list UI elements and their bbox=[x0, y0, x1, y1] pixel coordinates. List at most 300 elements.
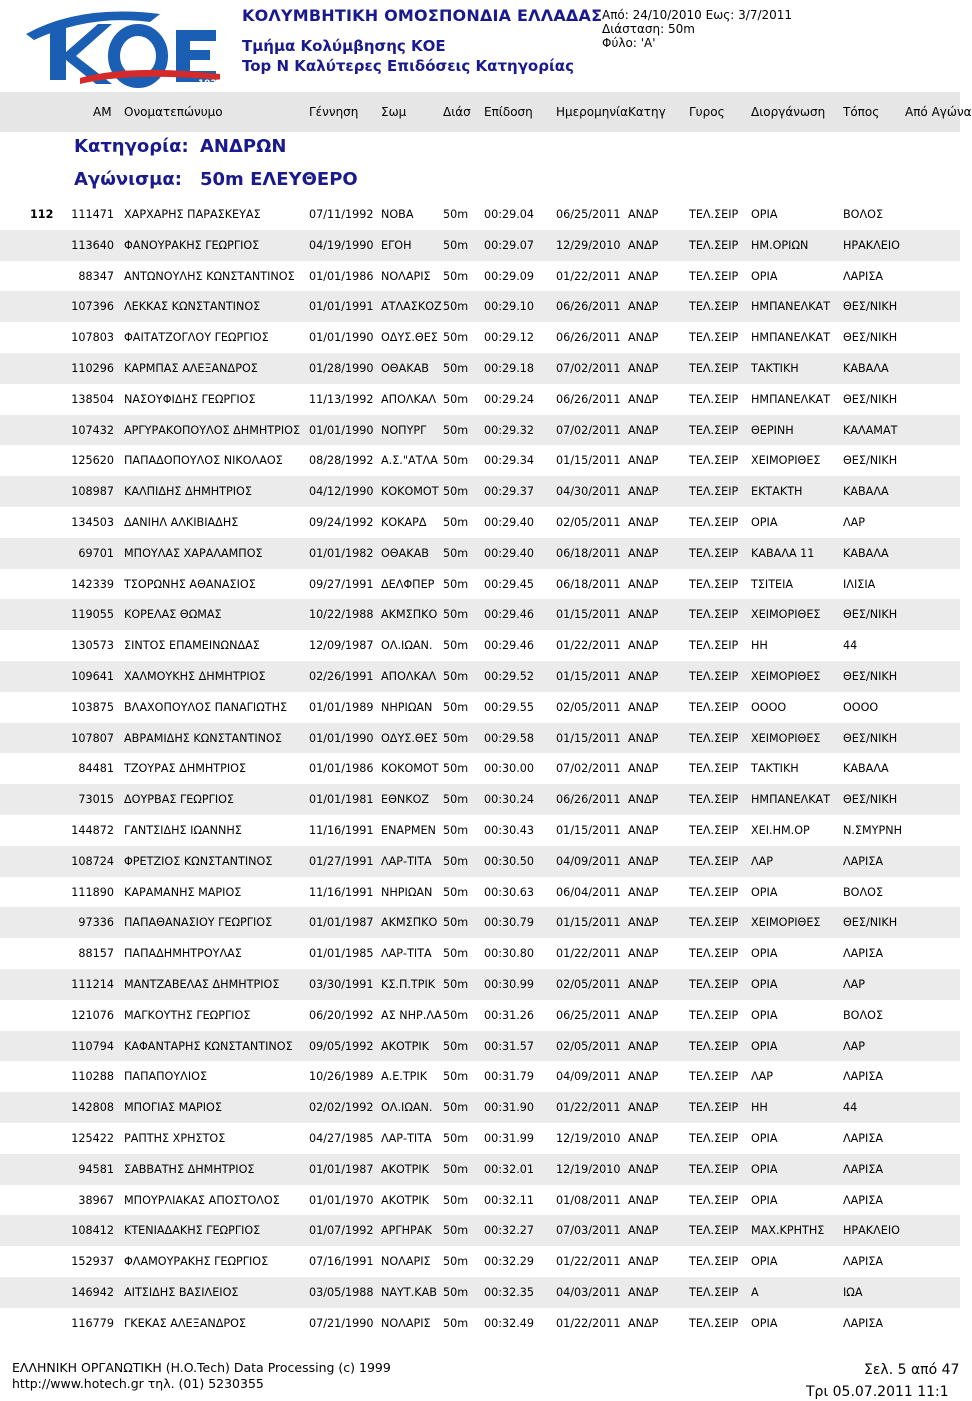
cell-competition: ΧΕΙΜΟΡΙΘΕΣ bbox=[751, 916, 821, 930]
cell-birth-date: 12/09/1987 bbox=[309, 639, 374, 653]
footer-contact: http://www.hotech.gr τηλ. (01) 5230355 bbox=[12, 1376, 264, 1391]
cell-am: 103875 bbox=[71, 700, 114, 714]
cell-category: ΑΝΔΡ bbox=[628, 485, 659, 499]
cell-time: 00:30.63 bbox=[484, 885, 535, 899]
cell-round: ΤΕΛ.ΣΕΙΡ bbox=[689, 1101, 739, 1115]
koe-logo bbox=[20, 4, 240, 88]
cell-time: 00:29.58 bbox=[484, 731, 535, 745]
cell-athlete-name: ΜΑΓΚΟΥΤΗΣ ΓΕΩΡΓΙΟΣ bbox=[124, 1008, 251, 1022]
cell-competition: ΗΗ bbox=[751, 639, 768, 653]
cell-athlete-name: ΠΑΠΑΔΗΜΗΤΡΟΥΛΑΣ bbox=[124, 947, 242, 961]
table-row bbox=[0, 1000, 960, 1031]
cell-venue: ΚΑΒΑΛΑ bbox=[843, 485, 889, 499]
cell-athlete-name: ΑΒΡΑΜΙΔΗΣ ΚΩΝΣΤΑΝΤΙΝΟΣ bbox=[124, 731, 282, 745]
cell-time: 00:29.40 bbox=[484, 515, 535, 529]
federation-title: ΚΟΛΥΜΒΗΤΙΚΗ ΟΜΟΣΠΟΝΔΙΑ ΕΛΛΑΔΑΣ bbox=[242, 6, 603, 25]
cell-date: 06/04/2011 bbox=[556, 885, 621, 899]
cell-date: 01/15/2011 bbox=[556, 916, 621, 930]
cell-venue: ΛΑΡ bbox=[843, 1039, 866, 1053]
cell-date: 06/18/2011 bbox=[556, 546, 621, 560]
cell-birth-date: 04/27/1985 bbox=[309, 1131, 374, 1145]
cell-venue: ΛΑΡΙΣΑ bbox=[843, 1255, 884, 1269]
cell-club: ΛΑΡ-ΤΙΤΑ bbox=[381, 947, 432, 961]
table-row bbox=[0, 692, 960, 723]
cell-time: 00:31.99 bbox=[484, 1131, 535, 1145]
table-row bbox=[0, 353, 960, 384]
cell-athlete-name: ΡΑΠΤΗΣ ΧΡΗΣΤΟΣ bbox=[124, 1131, 226, 1145]
cell-birth-date: 10/26/1989 bbox=[309, 1070, 374, 1084]
cell-athlete-name: ΚΑΦΑΝΤΑΡΗΣ ΚΩΝΣΤΑΝΤΙΝΟΣ bbox=[124, 1039, 293, 1053]
cell-athlete-name: ΜΠΟΓΙΑΣ ΜΑΡΙΟΣ bbox=[124, 1101, 222, 1115]
cell-club: ΚΣ.Π.ΤΡΙΚ bbox=[381, 977, 436, 991]
cell-round: ΤΕΛ.ΣΕΙΡ bbox=[689, 1070, 739, 1084]
event-line bbox=[74, 169, 358, 190]
cell-club: ΛΑΡ-ΤΙΤΑ bbox=[381, 1131, 432, 1145]
cell-competition: ΟΟΟΟ bbox=[751, 700, 787, 714]
cell-birth-date: 08/28/1992 bbox=[309, 454, 374, 468]
cell-birth-date: 01/01/1990 bbox=[309, 331, 374, 345]
cell-club: ΟΔΥΣ.ΘΕΣ bbox=[381, 731, 438, 745]
cell-am: 108724 bbox=[71, 854, 114, 868]
cell-distance: 50m bbox=[443, 947, 469, 961]
cell-competition: ΧΕΙΜΟΡΙΘΕΣ bbox=[751, 608, 821, 622]
cell-venue: ΒΟΛΟΣ bbox=[843, 885, 884, 899]
cell-birth-date: 02/26/1991 bbox=[309, 669, 374, 683]
footer-company: ΕΛΛΗΝΙΚΗ ΟΡΓΑΝΩΤΙΚΗ (H.O.Tech) Data Processing (c) 1999 bbox=[12, 1360, 391, 1375]
table-row bbox=[0, 322, 960, 353]
gender-filter: Φύλο: 'Α' bbox=[602, 36, 656, 50]
cell-competition: ΗΗ bbox=[751, 1101, 768, 1115]
cell-venue: ΙΩΑ bbox=[843, 1285, 863, 1299]
cell-club: Α.Ε.ΤΡΙΚ bbox=[381, 1070, 428, 1084]
table-row bbox=[0, 1061, 960, 1092]
cell-distance: 50m bbox=[443, 1224, 469, 1238]
cell-competition: ΟΡΙΑ bbox=[751, 885, 778, 899]
cell-athlete-name: ΔΑΝΙΗΛ ΑΛΚΙΒΙΑΔΗΣ bbox=[124, 515, 239, 529]
cell-date: 01/22/2011 bbox=[556, 1255, 621, 1269]
cell-venue: ΚΑΛΑΜΑΤ bbox=[843, 423, 898, 437]
print-datetime: Τρι 05.07.2011 11:1 bbox=[806, 1384, 949, 1400]
table-row bbox=[0, 261, 960, 292]
table-row bbox=[0, 753, 960, 784]
cell-competition: ΧΕΙΜΟΡΙΘΕΣ bbox=[751, 731, 821, 745]
cell-am: 107803 bbox=[71, 331, 114, 345]
cell-competition: ΗΜΠΑΝΕΛΚΑΤ bbox=[751, 331, 831, 345]
cell-competition: ΟΡΙΑ bbox=[751, 515, 778, 529]
cell-club: ΑΤΛΑΣΚΟΖ bbox=[381, 300, 442, 314]
cell-category: ΑΝΔΡ bbox=[628, 1285, 659, 1299]
col-birth: Γέννηση bbox=[309, 105, 359, 119]
cell-round: ΤΕΛ.ΣΕΙΡ bbox=[689, 331, 739, 345]
cell-distance: 50m bbox=[443, 1255, 469, 1269]
cell-venue: ΛΑΡΙΣΑ bbox=[843, 269, 884, 283]
cell-club: ΑΠΟΛΚΑΛ bbox=[381, 669, 437, 683]
cell-time: 00:29.34 bbox=[484, 454, 535, 468]
cell-distance: 50m bbox=[443, 1070, 469, 1084]
cell-distance: 50m bbox=[443, 485, 469, 499]
cell-competition: ΟΡΙΑ bbox=[751, 977, 778, 991]
cell-competition: ΟΡΙΑ bbox=[751, 1162, 778, 1176]
cell-distance: 50m bbox=[443, 854, 469, 868]
cell-venue: ΒΟΛΟΣ bbox=[843, 1008, 884, 1022]
cell-competition: ΟΡΙΑ bbox=[751, 1131, 778, 1145]
cell-competition: ΟΡΙΑ bbox=[751, 208, 778, 221]
cell-am: 108987 bbox=[71, 485, 114, 499]
cell-competition: ΗΜΠΑΝΕΛΚΑΤ bbox=[751, 300, 831, 314]
cell-am: 134503 bbox=[71, 515, 114, 529]
cell-competition: ΛΑΡ bbox=[751, 854, 774, 868]
svg-text:1927: 1927 bbox=[198, 79, 224, 89]
cell-am: 109641 bbox=[71, 669, 114, 683]
cell-category: ΑΝΔΡ bbox=[628, 515, 659, 529]
cell-category: ΑΝΔΡ bbox=[628, 361, 659, 375]
cell-date: 02/05/2011 bbox=[556, 1039, 621, 1053]
cell-competition: ΗΜΠΑΝΕΛΚΑΤ bbox=[751, 793, 831, 807]
cell-athlete-name: ΠΑΠΑΔΟΠΟΥΛΟΣ ΝΙΚΟΛΑΟΣ bbox=[124, 454, 283, 468]
cell-venue: ΘΕΣ/ΝΙΚΗ bbox=[843, 454, 898, 468]
cell-birth-date: 03/30/1991 bbox=[309, 977, 374, 991]
category-label: Κατηγορία: bbox=[74, 136, 189, 157]
cell-athlete-name: ΦΑΝΟΥΡΑΚΗΣ ΓΕΩΡΓΙΟΣ bbox=[124, 238, 260, 252]
cell-distance: 50m bbox=[443, 1193, 469, 1207]
cell-distance: 50m bbox=[443, 1008, 469, 1022]
cell-club: ΑΚΟΤΡΙΚ bbox=[381, 1193, 430, 1207]
cell-category: ΑΝΔΡ bbox=[628, 977, 659, 991]
cell-date: 01/22/2011 bbox=[556, 1316, 621, 1330]
cell-birth-date: 01/01/1986 bbox=[309, 762, 374, 776]
table-row bbox=[0, 1277, 960, 1308]
cell-athlete-name: ΣΑΒΒΑΤΗΣ ΔΗΜΗΤΡΙΟΣ bbox=[124, 1162, 255, 1176]
cell-venue: ΛΑΡΙΣΑ bbox=[843, 1316, 884, 1330]
table-row bbox=[0, 1092, 960, 1123]
cell-distance: 50m bbox=[443, 885, 469, 899]
cell-time: 00:30.43 bbox=[484, 823, 535, 837]
cell-category: ΑΝΔΡ bbox=[628, 546, 659, 560]
cell-date: 02/05/2011 bbox=[556, 700, 621, 714]
cell-date: 12/19/2010 bbox=[556, 1131, 621, 1145]
cell-birth-date: 01/01/1986 bbox=[309, 269, 374, 283]
cell-club: ΕΝΑΡΜΕΝ bbox=[381, 823, 436, 837]
cell-club: ΕΘΝΚΟΖ bbox=[381, 793, 430, 807]
cell-club: ΚΟΚΟΜΟΤ bbox=[381, 762, 439, 776]
cell-category: ΑΝΔΡ bbox=[628, 1008, 659, 1022]
cell-athlete-name: ΜΠΟΥΡΛΙΑΚΑΣ ΑΠΟΣΤΟΛΟΣ bbox=[124, 1193, 280, 1207]
cell-time: 00:29.18 bbox=[484, 361, 535, 375]
cell-category: ΑΝΔΡ bbox=[628, 1316, 659, 1330]
report-meta bbox=[602, 8, 792, 50]
cell-club: ΑΚΜΣΠΚΟ bbox=[381, 916, 438, 930]
cell-club: ΟΔΥΣ.ΘΕΣ bbox=[381, 331, 438, 345]
cell-competition: ΤΣΙΤΕΙΑ bbox=[751, 577, 794, 591]
cell-club: ΑΠΟΛΚΑΛ bbox=[381, 392, 437, 406]
cell-round: ΤΕΛ.ΣΕΙΡ bbox=[689, 546, 739, 560]
cell-am: 107432 bbox=[71, 423, 114, 437]
cell-distance: 50m bbox=[443, 331, 469, 345]
table-row bbox=[0, 661, 960, 692]
cell-birth-date: 09/05/1992 bbox=[309, 1039, 374, 1053]
cell-venue: ΘΕΣ/ΝΙΚΗ bbox=[843, 916, 898, 930]
cell-competition: ΟΡΙΑ bbox=[751, 1008, 778, 1022]
cell-distance: 50m bbox=[443, 392, 469, 406]
cell-competition: ΗΜΠΑΝΕΛΚΑΤ bbox=[751, 392, 831, 406]
cell-birth-date: 01/28/1990 bbox=[309, 361, 374, 375]
table-row bbox=[0, 415, 960, 446]
cell-athlete-name: ΚΑΛΠΙΔΗΣ ΔΗΜΗΤΡΙΟΣ bbox=[124, 485, 252, 499]
cell-round: ΤΕΛ.ΣΕΙΡ bbox=[689, 577, 739, 591]
cell-am: 111890 bbox=[71, 885, 114, 899]
table-row bbox=[0, 784, 960, 815]
cell-am: 88347 bbox=[78, 269, 114, 283]
cell-round: ΤΕΛ.ΣΕΙΡ bbox=[689, 823, 739, 837]
cell-date: 01/22/2011 bbox=[556, 947, 621, 961]
cell-distance: 50m bbox=[443, 1162, 469, 1176]
cell-round: ΤΕΛ.ΣΕΙΡ bbox=[689, 361, 739, 375]
cell-athlete-name: ΜΠΟΥΛΑΣ ΧΑΡΑΛΑΜΠΟΣ bbox=[124, 546, 263, 560]
cell-am: 110288 bbox=[71, 1070, 114, 1084]
cell-am: 73015 bbox=[78, 793, 114, 807]
cell-athlete-name: ΦΑΙΤΑΤΖΟΓΛΟΥ ΓΕΩΡΓΙΟΣ bbox=[124, 331, 269, 345]
cell-am: 144872 bbox=[71, 823, 114, 837]
cell-distance: 50m bbox=[443, 1039, 469, 1053]
cell-am: 146942 bbox=[71, 1285, 114, 1299]
cell-date: 01/22/2011 bbox=[556, 1101, 621, 1115]
cell-round: ΤΕΛ.ΣΕΙΡ bbox=[689, 454, 739, 468]
cell-am: 130573 bbox=[71, 639, 114, 653]
cell-am: 69701 bbox=[78, 546, 114, 560]
cell-club: ΝΗΡΙΩΑΝ bbox=[381, 885, 433, 899]
cell-competition: Α bbox=[751, 1285, 759, 1299]
cell-round: ΤΕΛ.ΣΕΙΡ bbox=[689, 731, 739, 745]
cell-birth-date: 07/16/1991 bbox=[309, 1255, 374, 1269]
cell-time: 00:30.99 bbox=[484, 977, 535, 991]
cell-date: 06/25/2011 bbox=[556, 208, 621, 221]
cell-venue: ΘΕΣ/ΝΙΚΗ bbox=[843, 608, 898, 622]
cell-birth-date: 11/16/1991 bbox=[309, 885, 374, 899]
cell-am: 111214 bbox=[71, 977, 114, 991]
report-title: Top N Καλύτερες Επιδόσεις Κατηγορίας bbox=[242, 57, 574, 75]
cell-am: 94581 bbox=[78, 1162, 114, 1176]
table-row bbox=[0, 1215, 960, 1246]
cell-round: ΤΕΛ.ΣΕΙΡ bbox=[689, 485, 739, 499]
cell-birth-date: 09/27/1991 bbox=[309, 577, 374, 591]
cell-birth-date: 01/01/1989 bbox=[309, 700, 374, 714]
cell-athlete-name: ΚΑΡΑΜΑΝΗΣ ΜΑΡΙΟΣ bbox=[124, 885, 242, 899]
cell-round: ΤΕΛ.ΣΕΙΡ bbox=[689, 1316, 739, 1330]
cell-round: ΤΕΛ.ΣΕΙΡ bbox=[689, 639, 739, 653]
cell-round: ΤΕΛ.ΣΕΙΡ bbox=[689, 762, 739, 776]
cell-distance: 50m bbox=[443, 361, 469, 375]
cell-club: ΚΟΚΑΡΔ bbox=[381, 515, 427, 529]
cell-date: 07/03/2011 bbox=[556, 1224, 621, 1238]
cell-round: ΤΕΛ.ΣΕΙΡ bbox=[689, 1255, 739, 1269]
cell-venue: ΚΑΒΑΛΑ bbox=[843, 546, 889, 560]
event-value: 50m ΕΛΕΥΘΕΡΟ bbox=[200, 169, 358, 190]
cell-venue: ΘΕΣ/ΝΙΚΗ bbox=[843, 793, 898, 807]
cell-competition: ΟΡΙΑ bbox=[751, 269, 778, 283]
cell-athlete-name: ΦΡΕΤΖΙΟΣ ΚΩΝΣΤΑΝΤΙΝΟΣ bbox=[124, 854, 273, 868]
cell-am: 107396 bbox=[71, 300, 114, 314]
cell-category: ΑΝΔΡ bbox=[628, 700, 659, 714]
cell-competition: ΤΑΚΤΙΚΗ bbox=[751, 762, 799, 776]
cell-category: ΑΝΔΡ bbox=[628, 1193, 659, 1207]
cell-round: ΤΕΛ.ΣΕΙΡ bbox=[689, 885, 739, 899]
cell-birth-date: 01/01/1990 bbox=[309, 731, 374, 745]
cell-round: ΤΕΛ.ΣΕΙΡ bbox=[689, 916, 739, 930]
cell-birth-date: 01/01/1987 bbox=[309, 1162, 374, 1176]
cell-date: 04/09/2011 bbox=[556, 854, 621, 868]
cell-club: ΑΚΟΤΡΙΚ bbox=[381, 1039, 430, 1053]
cell-birth-date: 01/27/1991 bbox=[309, 854, 374, 868]
cell-athlete-name: ΜΑΝΤΖΑΒΕΛΑΣ ΔΗΜΗΤΡΙΟΣ bbox=[124, 977, 280, 991]
cell-time: 00:31.79 bbox=[484, 1070, 535, 1084]
table-row bbox=[0, 199, 960, 230]
cell-birth-date: 09/24/1992 bbox=[309, 515, 374, 529]
cell-venue: 44 bbox=[843, 639, 858, 653]
cell-birth-date: 04/19/1990 bbox=[309, 238, 374, 252]
cell-birth-date: 07/11/1992 bbox=[309, 208, 374, 221]
cell-club: ΝΗΡΙΩΑΝ bbox=[381, 700, 433, 714]
table-row bbox=[0, 877, 960, 908]
cell-date: 06/26/2011 bbox=[556, 392, 621, 406]
col-round: Γυρος bbox=[689, 105, 725, 119]
cell-athlete-name: ΧΑΡΧΑΡΗΣ ΠΑΡΑΣΚΕΥΑΣ bbox=[124, 208, 261, 221]
cell-category: ΑΝΔΡ bbox=[628, 793, 659, 807]
cell-time: 00:30.24 bbox=[484, 793, 535, 807]
cell-time: 00:29.52 bbox=[484, 669, 535, 683]
cell-distance: 50m bbox=[443, 823, 469, 837]
cell-round: ΤΕΛ.ΣΕΙΡ bbox=[689, 1162, 739, 1176]
table-row bbox=[0, 723, 960, 754]
cell-category: ΑΝΔΡ bbox=[628, 238, 659, 252]
category-line bbox=[74, 136, 287, 157]
table-row bbox=[0, 846, 960, 877]
cell-distance: 50m bbox=[443, 423, 469, 437]
cell-time: 00:31.90 bbox=[484, 1101, 535, 1115]
cell-date: 06/25/2011 bbox=[556, 1008, 621, 1022]
cell-distance: 50m bbox=[443, 1131, 469, 1145]
cell-distance: 50m bbox=[443, 1101, 469, 1115]
col-cat: Κατηγ bbox=[628, 105, 666, 119]
cell-distance: 50m bbox=[443, 608, 469, 622]
report-header bbox=[0, 0, 960, 90]
cell-time: 00:29.46 bbox=[484, 608, 535, 622]
table-row bbox=[0, 384, 960, 415]
cell-athlete-name: ΤΖΟΥΡΑΣ ΔΗΜΗΤΡΙΟΣ bbox=[124, 762, 247, 776]
cell-competition: ΟΡΙΑ bbox=[751, 1255, 778, 1269]
cell-club: ΟΘΑΚΑΒ bbox=[381, 546, 429, 560]
cell-time: 00:29.09 bbox=[484, 269, 535, 283]
cell-round: ΤΕΛ.ΣΕΙΡ bbox=[689, 269, 739, 283]
cell-venue: ΟΟΟΟ bbox=[843, 700, 879, 714]
table-row bbox=[0, 938, 960, 969]
table-row bbox=[0, 969, 960, 1000]
col-place: Τόπος bbox=[843, 105, 880, 119]
col-org: Διοργάνωση bbox=[751, 105, 826, 119]
cell-athlete-name: ΓΚΕΚΑΣ ΑΛΕΞΑΝΔΡΟΣ bbox=[124, 1316, 246, 1330]
cell-date: 01/08/2011 bbox=[556, 1193, 621, 1207]
cell-athlete-name: ΚΤΕΝΙΑΔΑΚΗΣ ΓΕΩΡΓΙΟΣ bbox=[124, 1224, 261, 1238]
cell-birth-date: 11/16/1991 bbox=[309, 823, 374, 837]
column-header-bar bbox=[0, 92, 972, 132]
cell-club: ΑΚΟΤΡΙΚ bbox=[381, 1162, 430, 1176]
table-row bbox=[0, 476, 960, 507]
cell-club: ΕΓΟΗ bbox=[381, 238, 412, 252]
cell-date: 01/15/2011 bbox=[556, 731, 621, 745]
cell-category: ΑΝΔΡ bbox=[628, 1070, 659, 1084]
cell-venue: ΛΑΡΙΣΑ bbox=[843, 1070, 884, 1084]
cell-venue: ΛΑΡΙΣΑ bbox=[843, 854, 884, 868]
cell-club: ΑΚΜΣΠΚΟ bbox=[381, 608, 438, 622]
cell-round: ΤΕΛ.ΣΕΙΡ bbox=[689, 947, 739, 961]
cell-time: 00:31.26 bbox=[484, 1008, 535, 1022]
table-row bbox=[0, 1308, 960, 1339]
cell-athlete-name: ΓΑΝΤΣΙΔΗΣ ΙΩΑΝΝΗΣ bbox=[124, 823, 242, 837]
cell-distance: 50m bbox=[443, 793, 469, 807]
cell-time: 00:29.24 bbox=[484, 392, 535, 406]
cell-category: ΑΝΔΡ bbox=[628, 669, 659, 683]
cell-time: 00:30.00 bbox=[484, 762, 535, 776]
cell-birth-date: 01/01/1991 bbox=[309, 300, 374, 314]
event-label: Αγώνισμα: bbox=[74, 169, 182, 190]
table-row bbox=[0, 1185, 960, 1216]
cell-category: ΑΝΔΡ bbox=[628, 762, 659, 776]
cell-date: 12/19/2010 bbox=[556, 1162, 621, 1176]
cell-category: ΑΝΔΡ bbox=[628, 947, 659, 961]
date-range: Από: 24/10/2010 Εως: 3/7/2011 bbox=[602, 8, 793, 22]
cell-time: 00:29.55 bbox=[484, 700, 535, 714]
cell-venue: ΒΟΛΟΣ bbox=[843, 208, 884, 221]
cell-round: ΤΕΛ.ΣΕΙΡ bbox=[689, 669, 739, 683]
cell-venue: ΘΕΣ/ΝΙΚΗ bbox=[843, 331, 898, 345]
cell-am: 107807 bbox=[71, 731, 114, 745]
cell-time: 00:29.46 bbox=[484, 639, 535, 653]
cell-distance: 50m bbox=[443, 546, 469, 560]
cell-round: ΤΕΛ.ΣΕΙΡ bbox=[689, 1285, 739, 1299]
cell-time: 00:29.07 bbox=[484, 238, 535, 252]
cell-category: ΑΝΔΡ bbox=[628, 1131, 659, 1145]
cell-round: ΤΕΛ.ΣΕΙΡ bbox=[689, 208, 739, 221]
cell-round: ΤΕΛ.ΣΕΙΡ bbox=[689, 423, 739, 437]
cell-competition: ΗΜ.ΟΡΙΩΝ bbox=[751, 238, 809, 252]
cell-time: 00:29.32 bbox=[484, 423, 535, 437]
cell-competition: ΟΡΙΑ bbox=[751, 947, 778, 961]
cell-athlete-name: ΧΑΛΜΟΥΚΗΣ ΔΗΜΗΤΡΙΟΣ bbox=[124, 669, 266, 683]
cell-competition: ΕΚΤΑΚΤΗ bbox=[751, 485, 803, 499]
cell-am: 116779 bbox=[71, 1316, 114, 1330]
cell-club: ΝΟΒΑ bbox=[381, 208, 414, 221]
cell-athlete-name: ΔΟΥΡΒΑΣ ΓΕΩΡΓΙΟΣ bbox=[124, 793, 234, 807]
distance-filter: Διάσταση: 50m bbox=[602, 22, 695, 36]
cell-venue: ΘΕΣ/ΝΙΚΗ bbox=[843, 300, 898, 314]
cell-am: 88157 bbox=[78, 947, 114, 961]
cell-date: 07/02/2011 bbox=[556, 361, 621, 375]
cell-venue: ΚΑΒΑΛΑ bbox=[843, 762, 889, 776]
cell-date: 01/22/2011 bbox=[556, 269, 621, 283]
cell-birth-date: 01/01/1990 bbox=[309, 423, 374, 437]
cell-venue: ΚΑΒΑΛΑ bbox=[843, 361, 889, 375]
table-row bbox=[0, 230, 960, 261]
cell-date: 06/26/2011 bbox=[556, 793, 621, 807]
cell-am: 121076 bbox=[71, 1008, 114, 1022]
cell-date: 01/22/2011 bbox=[556, 639, 621, 653]
report-footer bbox=[0, 1356, 960, 1401]
cell-round: ΤΕΛ.ΣΕΙΡ bbox=[689, 300, 739, 314]
category-value: ΑΝΔΡΩΝ bbox=[200, 136, 287, 157]
cell-date: 01/15/2011 bbox=[556, 608, 621, 622]
cell-am: 142808 bbox=[71, 1101, 114, 1115]
cell-club: ΝΟΛΑΡΙΣ bbox=[381, 269, 431, 283]
cell-athlete-name: ΑΙΤΣΙΔΗΣ ΒΑΣΙΛΕΙΟΣ bbox=[124, 1285, 239, 1299]
